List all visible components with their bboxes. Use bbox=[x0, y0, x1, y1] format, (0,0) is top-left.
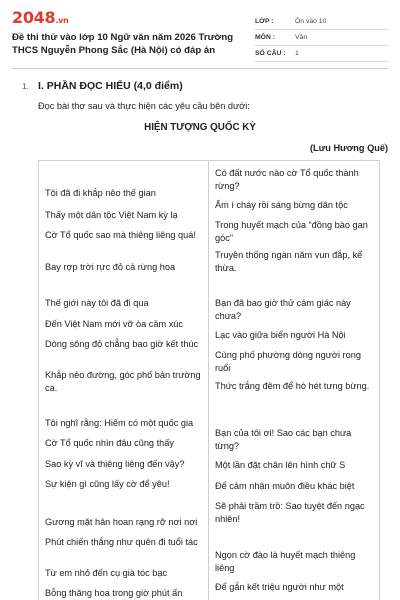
poem-line: Thấy một dân tộc Việt Nam kỳ lạ bbox=[45, 210, 178, 220]
poem-line: Sẽ phải trầm trồ: Sao tuyệt đến ngạc nhiên! bbox=[215, 501, 365, 524]
meta-row-subject bbox=[255, 30, 388, 46]
site-logo[interactable]: 2048.vn bbox=[12, 8, 69, 27]
poem-column-left bbox=[39, 161, 209, 600]
poem-line: Khắp nẻo đường, góc phố bản trường ca. bbox=[45, 370, 201, 393]
poem-line: Tôi nghĩ rằng: Hiếm có một quốc gia bbox=[45, 418, 194, 428]
meta-row-question-count bbox=[255, 46, 388, 62]
poem-line: Đến Việt Nam mới vỡ òa cảm xúc bbox=[45, 319, 183, 329]
poem-line: Truyền thống ngàn năm vun đắp, kế thừa. bbox=[215, 250, 363, 273]
poem-line: Bạn của tôi ơi! Sao các bạn chưa từng? bbox=[215, 428, 352, 451]
poem-line: Cờ Tổ quốc sao mà thiêng liêng quá! bbox=[45, 230, 196, 240]
poem-line: Bỗng thăng hoa trong giờ phút ấn bbox=[45, 588, 183, 598]
poem-line: Cùng phố phường dòng người rong ruổi bbox=[215, 350, 361, 373]
section-title: I. PHẦN ĐỌC HIỂU (4,0 điểm) bbox=[38, 80, 183, 92]
document-title: Đề thi thử vào lớp 10 Ngữ văn năm 2026 Trường THCS Nguyễn Phong Sắc (Hà Nội) có đáp án bbox=[12, 32, 234, 56]
header-divider bbox=[12, 68, 388, 69]
question-number: 1. bbox=[22, 82, 29, 91]
meta-key: SỐ CÂU : bbox=[255, 50, 286, 57]
poem-line: Để cảm nhận muôn điều khác biệt bbox=[215, 481, 355, 491]
poem-line: Cờ Tổ quốc nhìn đâu cũng thấy bbox=[45, 438, 174, 448]
meta-key: LỚP : bbox=[255, 18, 274, 25]
meta-table bbox=[255, 14, 388, 62]
page-header bbox=[12, 8, 388, 66]
poem-line: Trong huyết mạch của “đồng bào gan góc” bbox=[215, 220, 368, 243]
poem-line: Từ em nhỏ đến cụ già tóc bạc bbox=[45, 568, 168, 578]
poem-line: Ngọn cờ đào là huyết mạch thiêng liêng bbox=[215, 550, 356, 573]
poem-line: Ấm í cháy rồi sáng bừng dân tộc bbox=[215, 200, 348, 210]
poem-line: Để gắn kết triệu người như một bbox=[215, 582, 344, 592]
poem-line: Thế giới này tôi đã đi qua bbox=[45, 298, 149, 308]
section-instruction: Đọc bài thơ sau và thực hiện các yêu cầu bên dưới: bbox=[38, 101, 250, 111]
poem-author: (Lưu Hương Quế) bbox=[309, 143, 388, 153]
poem-line: Sự kiện gì cũng lấy cờ để yêu! bbox=[45, 479, 170, 489]
poem-line: Bạn đã bao giờ thử cảm giác này chưa? bbox=[215, 298, 351, 321]
meta-key: MÔN : bbox=[255, 34, 276, 41]
meta-value: Ôn vào 10 bbox=[295, 18, 327, 25]
meta-row-grade bbox=[255, 14, 388, 30]
poem-line: Sao kỳ vĩ và thiêng liêng đến vậy? bbox=[45, 459, 185, 469]
meta-value: 1 bbox=[295, 50, 299, 57]
poem-table bbox=[38, 160, 380, 600]
poem-line: Bay rợp trời rực đỏ cả rừng hoa bbox=[45, 262, 176, 272]
meta-value: Văn bbox=[295, 34, 308, 41]
poem-title: HIỆN TƯỢNG QUỐC KỲ bbox=[144, 122, 256, 133]
poem-column-right bbox=[209, 161, 379, 600]
poem-line: Gương mặt hân hoan rạng rỡ nơi nơi bbox=[45, 517, 198, 527]
poem-line: Thức trắng đêm để hò hét tưng bừng. bbox=[215, 381, 370, 391]
poem-line: Phút chiến thắng như quên đi tuổi tác bbox=[45, 537, 198, 547]
poem-line: Tôi đã đi khắp nẻo thế gian bbox=[45, 188, 156, 198]
poem-line: Có đất nước nào cờ Tổ quốc thành rừng? bbox=[215, 168, 359, 191]
poem-line: Lạc vào giữa biển người Hà Nội bbox=[215, 330, 346, 340]
poem-line: Dòng sông đỏ chẳng bao giờ kết thúc bbox=[45, 339, 199, 349]
poem-line: Một lần đặt chân lên hình chữ S bbox=[215, 460, 346, 470]
